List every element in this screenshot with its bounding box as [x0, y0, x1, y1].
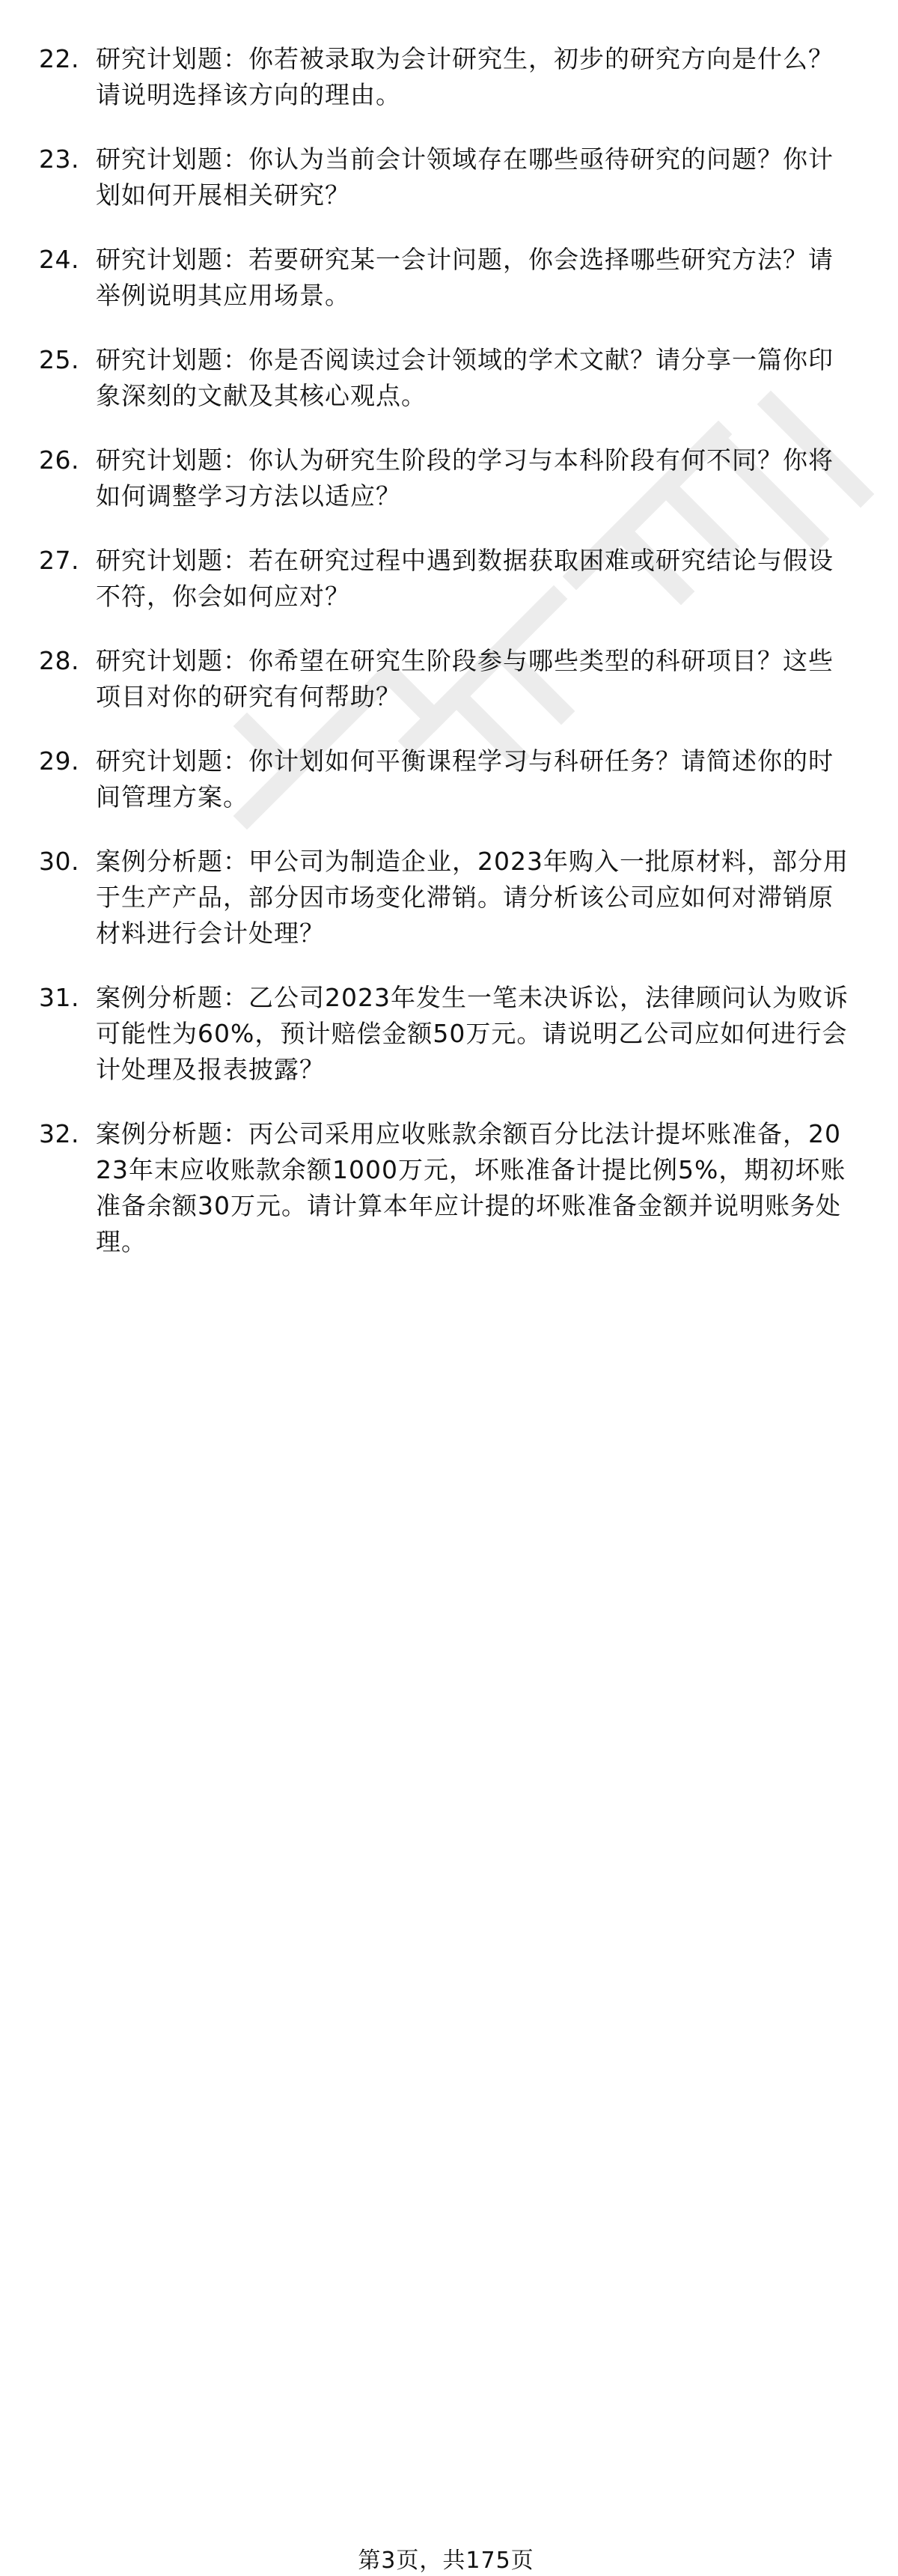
- question-number: 27.: [39, 546, 79, 575]
- question-number: 22.: [39, 44, 79, 73]
- question-text: 研究计划题：你认为当前会计领域存在哪些亟待研究的问题？你计划如何开展相关研究？: [96, 144, 834, 210]
- question-text: 研究计划题：你是否阅读过会计领域的学术文献？请分享一篇你印象深刻的文献及其核心观点。: [96, 345, 834, 410]
- question-text: 案例分析题：甲公司为制造企业，2023年购入一批原材料，部分用于生产产品，部分因市场变化滞销。请分析该公司应如何对滞销原材料进行会计处理？: [96, 847, 849, 948]
- question-number: 32.: [39, 1119, 79, 1148]
- question-list: [39, 41, 853, 1260]
- question-item-31: [39, 980, 853, 1088]
- question-item-25: [39, 342, 853, 414]
- question-item-23: [39, 141, 853, 213]
- question-number: 28.: [39, 646, 79, 675]
- question-text: 案例分析题：乙公司2023年发生一笔未决诉讼，法律顾问认为败诉可能性为60%，预计赔偿金额50万元。请说明乙公司应如何进行会计处理及报表披露？: [96, 983, 849, 1084]
- question-item-29: [39, 743, 853, 815]
- question-number: 29.: [39, 746, 79, 776]
- question-item-24: [39, 242, 853, 314]
- question-number: 31.: [39, 983, 79, 1012]
- question-item-32: [39, 1116, 853, 1260]
- question-item-27: [39, 543, 853, 615]
- question-number: 30.: [39, 847, 79, 876]
- question-number: 24.: [39, 245, 79, 274]
- question-item-30: [39, 844, 853, 951]
- question-text: 案例分析题：丙公司采用应收账款余额百分比法计提坏账准备，2023年末应收账款余额1000万元，坏账准备计提比例5%，期初坏账准备余额30万元。请计算本年应计提的坏账准备金额并说明账务处理。: [96, 1119, 846, 1256]
- question-text: 研究计划题：你计划如何平衡课程学习与科研任务？请简述你的时间管理方案。: [96, 746, 834, 812]
- question-text: 研究计划题：若要研究某一会计问题，你会选择哪些研究方法？请举例说明其应用场景。: [96, 245, 834, 310]
- question-item-26: [39, 442, 853, 514]
- question-number: 23.: [39, 144, 79, 174]
- question-number: 25.: [39, 345, 79, 374]
- question-text: 研究计划题：你认为研究生阶段的学习与本科阶段有何不同？你将如何调整学习方法以适应？: [96, 445, 834, 511]
- question-text: 研究计划题：你希望在研究生阶段参与哪些类型的科研项目？这些项目对你的研究有何帮助？: [96, 646, 834, 711]
- page-number-label: 第3页，共175页: [358, 2548, 534, 2574]
- question-text: 研究计划题：若在研究过程中遇到数据获取困难或研究结论与假设不符，你会如何应对？: [96, 546, 834, 611]
- question-item-28: [39, 643, 853, 715]
- question-number: 26.: [39, 445, 79, 475]
- question-text: 研究计划题：你若被录取为会计研究生，初步的研究方向是什么？请说明选择该方向的理由。: [96, 44, 834, 109]
- question-item-22: [39, 41, 853, 113]
- page-footer: [39, 2546, 853, 2576]
